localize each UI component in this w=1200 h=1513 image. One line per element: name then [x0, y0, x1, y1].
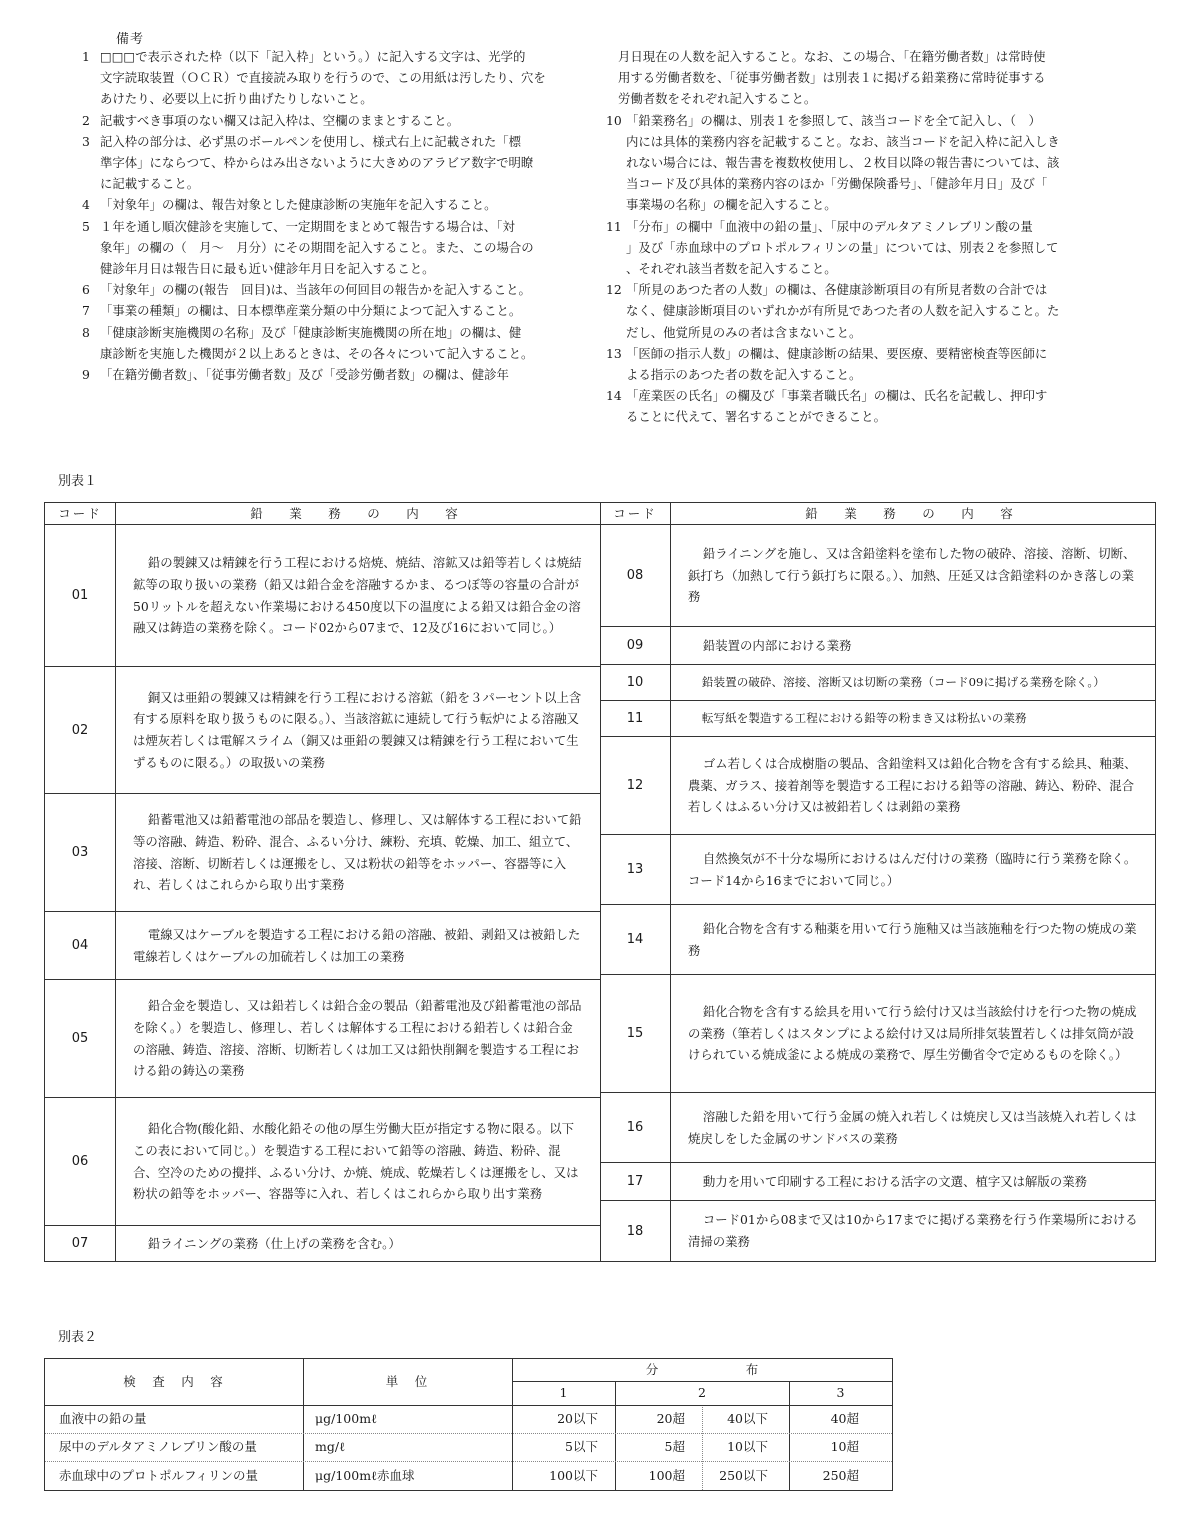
note-item: [82, 300, 582, 321]
table-row: [45, 667, 600, 794]
note-item: [606, 216, 1098, 280]
table1-header-desc-right: 鉛 業 務 の 内 容: [670, 503, 1155, 525]
note-line: 記載すべき事項のない欄又は記入枠は、空欄のままとすること。: [100, 112, 460, 128]
note-number: 12: [606, 282, 622, 298]
row-description: ゴム若しくは合成樹脂の製品、含鉛塗料又は鉛化合物を含有する絵具、釉薬、農薬、ガラス、接着剤等を製造する工程における鉛等の溶融、鋳込、粉砕、混合若しくはふるい分け又は被鉛若しくは剥鉛の業務: [688, 756, 1137, 815]
row-description: 転写紙を製造する工程における鉛等の粉まき又は粉払いの業務: [701, 710, 1027, 725]
row-code: 05: [71, 1031, 89, 1046]
row-description: 鉛ライニングを施し、又は含鉛塗料を塗布した物の破砕、溶接、溶断、切断、鋲打ち（加熱して行う鋲打ちに限る。）、加熱、圧延又は含鉛塗料のかき落しの業務: [688, 546, 1136, 605]
note-line: 月日現在の人数を記入すること。なお、この場合、「在籍労働者数」は常時使: [618, 49, 1046, 64]
row-description: 鉛ライニングの業務（仕上げの業務を含む。）: [147, 1235, 401, 1251]
note-line: 事業場の名称」の欄を記入すること。: [626, 197, 837, 213]
table2-row-dist-3: 250超: [822, 1468, 859, 1483]
note-number: 2: [82, 112, 90, 128]
note-line: 準字体」にならつて、枠からはみ出さないように大きめのアラビア数字で明瞭: [100, 155, 534, 171]
table1-header-code-left: コード: [45, 503, 115, 525]
table2-row-dist-1: 5以下: [565, 1439, 598, 1454]
table2-row-item: 尿中のデルタアミノレブリン酸の量: [59, 1439, 257, 1454]
row-description: 鉛化合物を含有する絵具を用いて行う絵付け又は当該絵付けを行つた物の焼成の業務（筆若しくはスタンプによる絵付け又は局所排気装置若しくは排気筒が設けられている焼成釜による焼成の業務で、厚生労働省令で定めるものを除く。）: [688, 1004, 1137, 1063]
table-row: [600, 1093, 1155, 1163]
row-description: 鉛化合物を含有する釉薬を用いて行う施釉又は当該施釉を行つた物の焼成の業務: [688, 920, 1137, 958]
note-line: に記載すること。: [100, 176, 200, 192]
note-line: あけたり、必要以上に折り曲げたりしないこと。: [100, 91, 373, 107]
note-line: 用する労働者数を、「従事労働者数」は別表１に掲げる鉛業務に常時従事する: [618, 70, 1046, 86]
row-description: コード01から08まで又は10から17までに掲げる業務を行う作業場所における清掃の業務: [688, 1212, 1138, 1249]
notes-left-column: [82, 46, 582, 385]
note-line: 、それぞれ該当者数を記入すること。: [626, 261, 837, 277]
note-number: 1: [82, 49, 90, 64]
row-code: 04: [71, 938, 89, 953]
table2-header-dist-2: 2: [698, 1385, 706, 1400]
note-item: [82, 194, 582, 215]
row-code: 17: [626, 1174, 644, 1189]
note-line: 記入枠の部分は、必ず黒のボールペンを使用し、様式右上に記載された「標: [100, 133, 522, 149]
row-description: 鉛の製錬又は精錬を行う工程における焙焼、焼結、溶鉱又は鉛等若しくは焼結鉱等の取り扱いの業務（鉛又は鉛合金を溶融するかま、るつぼ等の容量の合計が50リットルを超えない作業場における450度以下の温度による鉛又は鉛合金の溶融又は鋳造の業務を除く。コード02から07まで、12及び16において同じ。）: [133, 555, 582, 636]
table2-test-items: [44, 1358, 893, 1491]
note-line: 「産業医の氏名」の欄及び「事業者職氏名」の欄は、氏名を記載し、押印す: [626, 388, 1048, 404]
note-number: 13: [606, 345, 622, 361]
note-line: 「事業の種類」の欄は、日本標準産業分類の中分類によつて記入すること。: [100, 303, 522, 319]
table-row: [45, 1226, 600, 1261]
table-row: [45, 794, 600, 912]
table-row: [45, 525, 600, 667]
table2-row-dist-1: 20以下: [557, 1411, 598, 1426]
note-item: [82, 216, 582, 280]
row-code: 01: [71, 588, 89, 603]
table2-row-dist-2b: 250以下: [719, 1468, 768, 1483]
note-item: [606, 279, 1098, 343]
note-line: 「対象年」の欄は、報告対象とした健康診断の実施年を記入すること。: [100, 197, 497, 213]
row-code: 11: [626, 711, 644, 726]
note-line: 文字読取装置（ＯＣＲ）で直接読み取りを行うので、この用紙は汚したり、穴を: [100, 70, 546, 86]
note-item: [82, 322, 582, 364]
note-number: 7: [82, 303, 90, 319]
note-number: 8: [82, 324, 90, 340]
table-row: [600, 665, 1155, 701]
note-number: 11: [606, 218, 622, 234]
row-code: 12: [626, 778, 644, 793]
note-line: 「鉛業務名」の欄は、別表１を参照して、該当コードを全て記入し、（ ）: [626, 112, 1041, 128]
table-row: [600, 1163, 1155, 1201]
table2-row-dist-3: 40超: [830, 1411, 859, 1426]
row-code: 08: [626, 568, 644, 583]
row-code: 14: [626, 932, 644, 947]
row-code: 13: [626, 862, 644, 877]
row-description: 鉛蓄電池又は鉛蓄電池の部品を製造し、修理し、又は解体する工程において鉛等の溶融、鋳造、粉砕、混合、ふるい分け、練粉、充填、乾燥、加工、組立て、溶接、溶断、切断若しくは運搬をし、又は粉状の鉛等をホッパー、容器等に入れ、若しくはこれらから取り出す業務: [133, 812, 582, 893]
note-line: 「在籍労働者数」、「従事労働者数」及び「受診労働者数」の欄は、健診年: [100, 367, 509, 383]
note-line: 」及び「赤血球中のプロトポルフィリンの量」については、別表２を参照して: [626, 239, 1059, 255]
note-line: 「分布」の欄中「血液中の鉛の量」、「尿中のデルタアミノレブリン酸の量: [626, 218, 1033, 234]
table2-row-dist-2a: 20超: [656, 1411, 685, 1426]
note-line: 労働者数をそれぞれ記入すること。: [618, 91, 817, 107]
table-row: [600, 835, 1155, 905]
note-item: [82, 131, 582, 195]
note-number: 9: [82, 367, 90, 383]
note-number: 6: [82, 282, 90, 298]
note-line: 象年」の欄の（ 月～ 月分）にその期間を記入すること。また、この場合の: [100, 239, 534, 255]
table2-title: 別表２: [58, 1330, 98, 1345]
notes-right-column: [606, 46, 1098, 428]
note-line: だし、他覚所見のみの者は含まないこと。: [626, 324, 862, 340]
row-code: 02: [71, 722, 89, 738]
note-item: [606, 343, 1098, 385]
row-description: 鉛合金を製造し、又は鉛若しくは鉛合金の製品（鉛蓄電池及び鉛蓄電池の部品を除く。）を製造し、修理し、若しくは解体する工程における鉛若しくは鉛合金の溶融、鋳造、溶接、溶断、切断若しくは加工又は鉛快削鋼を製造する工程における鉛の鋳込の業務: [133, 998, 582, 1079]
table2-header-dist-3: 3: [836, 1385, 845, 1400]
row-description: 鉛装置の破砕、溶接、溶断又は切断の業務（コード09に掲げる業務を除く。）: [701, 674, 1105, 689]
note-number: 3: [82, 133, 90, 149]
table2-row-dist-1: 100以下: [549, 1468, 598, 1483]
table-row: [45, 912, 600, 980]
table-row: [600, 525, 1155, 627]
row-description: 動力を用いて印刷する工程における活字の文選、植字又は解版の業務: [702, 1173, 1087, 1189]
table2-header-unit: 単 位: [385, 1374, 430, 1389]
note-line: □□□で表示された枠（以下「記入枠」という。）に記入する文字は、光学的: [100, 49, 526, 64]
row-code: 15: [626, 1026, 644, 1041]
row-description: 銅又は亜鉛の製錬又は精錬を行う工程における溶鉱（鉛を３パーセント以上含有する原料を取り扱うものに限る。）、当該溶鉱に連続して行う転炉による溶融又は煙灰若しくは電解スライム（銅又は亜鉛の製錬又は精錬を行う工程において生ずるものに限る。）の取扱いの業務: [133, 689, 582, 770]
note-line: ることに代えて、署名することができること。: [626, 409, 886, 425]
notes-heading: 備考: [116, 32, 145, 47]
row-description: 鉛装置の内部における業務: [702, 637, 852, 653]
table-row: [45, 1098, 600, 1226]
note-item: [82, 279, 582, 300]
note-item: [82, 364, 582, 385]
table1-title: 別表１: [58, 474, 98, 489]
row-code: 18: [626, 1223, 644, 1239]
note-number: 5: [82, 218, 90, 234]
note-number: 4: [82, 197, 90, 213]
row-code: 10: [626, 675, 644, 690]
table2-header-item: 検 査 内 容: [123, 1374, 225, 1389]
table-row: [600, 627, 1155, 665]
row-description: 溶融した鉛を用いて行う金属の焼入れ若しくは焼戻し又は当該焼入れ若しくは焼戻しをした金属のサンドバスの業務: [688, 1108, 1137, 1146]
row-description: 鉛化合物(酸化鉛、水酸化鉛その他の厚生労働大臣が指定する物に限る。以下この表において同じ。）を製造する工程において鉛等の溶融、鋳造、粉砕、混合、空冷のための攪拌、ふるい分け、か焼、焼成、乾燥若しくは運搬をし、又は粉状の鉛等をホッパー、容器等に入れ、若しくはこれらから取り出す業務: [133, 1121, 579, 1202]
table2-row-dist-2a: 100超: [648, 1468, 685, 1483]
row-code: 07: [71, 1236, 89, 1251]
note-number: 10: [606, 112, 622, 128]
table1-header-code-right: コード: [600, 503, 670, 525]
note-item: [606, 110, 1098, 216]
table2-row-dist-2b: 10以下: [727, 1439, 768, 1454]
table-row: [600, 701, 1155, 737]
note-line: 当コード及び具体的業務内容のほか「労働保険番号」、「健診年月日」及び「: [626, 176, 1048, 192]
note-line: 康診断を実施した機関が２以上あるときは、その各々について記入すること。: [100, 345, 534, 361]
table2-row-dist-3: 10超: [830, 1439, 859, 1454]
row-code: 09: [626, 638, 644, 653]
note-line: 「医師の指示人数」の欄は、健康診断の結果、要医療、要精密検査等医師に: [626, 345, 1048, 361]
table2-row-unit: μg/100mℓ: [315, 1411, 378, 1426]
table-row: [600, 737, 1155, 835]
note-line: 内には具体的業務内容を記載すること。なお、該当コードを記入枠に記入しき: [626, 133, 1060, 149]
table2-row-dist-2a: 5超: [664, 1439, 685, 1454]
table1-header-desc-left: 鉛 業 務 の 内 容: [115, 503, 600, 525]
table2-header-dist-1: 1: [559, 1385, 568, 1400]
table-row: [600, 975, 1155, 1093]
table2-row-dist-2b: 40以下: [727, 1411, 768, 1426]
table-row: [600, 905, 1155, 975]
note-line: 「健康診断実施機関の名称」及び「健康診断実施機関の所在地」の欄は、健: [100, 324, 522, 340]
note-item: [82, 110, 582, 131]
note-line: 「対象年」の欄の(報告 回目)は、当該年の何回目の報告かを記入すること。: [100, 282, 531, 298]
row-code: 03: [71, 845, 89, 860]
table-row: [600, 1201, 1155, 1261]
table2-row-unit: μg/100mℓ赤血球: [315, 1468, 415, 1483]
table2-row-item: 血液中の鉛の量: [59, 1411, 147, 1426]
note-line: れない場合には、報告書を複数枚使用し、２枚目以降の報告書については、該: [626, 155, 1060, 171]
table-row: [45, 980, 600, 1098]
note-number: 14: [606, 388, 622, 404]
row-code: 06: [71, 1154, 89, 1169]
table2-header-distribution: 分 布: [645, 1362, 759, 1377]
row-description: 電線又はケーブルを製造する工程における鉛の溶融、被鉛、剥鉛又は被鉛した電線若しくはケーブルの加硫若しくは加工の業務: [133, 926, 581, 964]
note-line: よる指示のあつた者の数を記入すること。: [626, 367, 862, 383]
note-line: 健診年月日は報告日に最も近い健診年月日を記入すること。: [100, 261, 435, 277]
note-item: [82, 46, 582, 110]
note-item: [606, 46, 1098, 110]
table2-row-item: 赤血球中のプロトポルフィリンの量: [59, 1468, 259, 1483]
note-line: 「所見のあつた者の人数」の欄は、各健康診断項目の有所見者数の合計では: [626, 282, 1048, 298]
table1-lead-work: [44, 502, 1156, 1262]
row-description: 自然換気が不十分な場所におけるはんだ付けの業務（臨時に行う業務を除く。コード14から16までにおいて同じ。）: [688, 850, 1137, 888]
table2-row-unit: mg/ℓ: [315, 1439, 346, 1454]
note-line: １年を通し順次健診を実施して、一定期間をまとめて報告する場合は、「対: [100, 218, 515, 234]
note-item: [606, 385, 1098, 427]
row-code: 16: [626, 1120, 644, 1135]
note-line: なく、健康診断項目のいずれかが有所見であつた者の人数を記入すること。た: [626, 303, 1060, 319]
